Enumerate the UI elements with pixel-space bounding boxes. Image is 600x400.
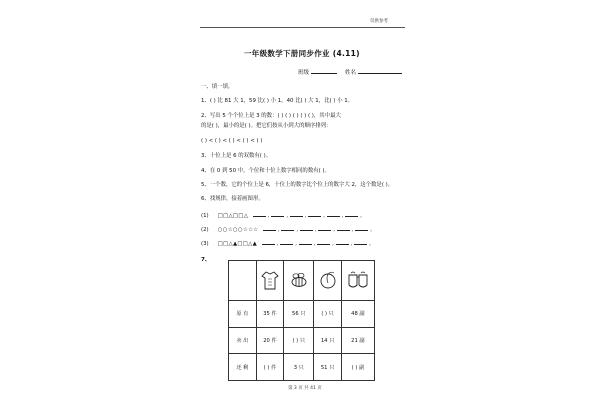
shirt-icon bbox=[261, 270, 279, 290]
answer-blank[interactable] bbox=[300, 225, 313, 231]
table-cell-blank[interactable]: ( ) 只 bbox=[284, 327, 314, 354]
question-5: 5、一个数，它的个位上是 6，十位上的数字比个位上的数字大 2，这个数是( )。 bbox=[201, 182, 394, 188]
pattern-row-1: (1) □□△□□△ , , , , , 。 bbox=[201, 213, 366, 219]
name-label bbox=[345, 68, 402, 76]
answer-blank[interactable] bbox=[336, 239, 349, 245]
answer-blank[interactable] bbox=[318, 225, 331, 231]
answer-blank[interactable] bbox=[308, 211, 321, 217]
answer-blank[interactable] bbox=[281, 225, 294, 231]
class-label-text: 班级 bbox=[298, 70, 310, 76]
row-label: 原 有 bbox=[229, 301, 257, 328]
pattern-row-2: (2) ○○☆○○☆☆☆ , , , , , 。 bbox=[201, 227, 376, 233]
page-footer: 第 3 页 共 41 页 bbox=[288, 386, 322, 391]
worksheet-title: 一年级数学下册同步作业 (4.11) bbox=[244, 49, 360, 58]
pattern-row-number: (2) bbox=[201, 227, 209, 233]
question-2-line2: 的是( )，最小的是( )。把它们按从小到大的顺序排列： bbox=[201, 123, 332, 129]
table-corner-cell bbox=[229, 261, 257, 301]
answer-blank[interactable] bbox=[317, 239, 330, 245]
pattern-row-number: (1) bbox=[201, 213, 209, 219]
question-6: 6、找规律，接着画图形。 bbox=[201, 196, 264, 202]
header-tag: 仅供参考 bbox=[370, 19, 388, 24]
peach-icon bbox=[319, 271, 337, 289]
table-icon-cell bbox=[284, 261, 314, 301]
pattern-shapes: □□△□□△ bbox=[217, 213, 249, 219]
table-row bbox=[229, 327, 375, 354]
class-label bbox=[298, 68, 337, 76]
answer-blank[interactable] bbox=[345, 211, 358, 217]
answer-blank[interactable] bbox=[290, 211, 303, 217]
table-cell: 3 只 bbox=[284, 354, 314, 381]
table-icon-cell bbox=[314, 261, 341, 301]
pattern-row-3: (3) □□△▲□□△▲ , , , , , 。 bbox=[201, 241, 375, 247]
pattern-shapes: □□△▲□□△▲ bbox=[217, 241, 258, 247]
row-label: 还 剩 bbox=[229, 354, 257, 381]
answer-blank[interactable] bbox=[253, 211, 266, 217]
answer-blank[interactable] bbox=[354, 239, 367, 245]
table-cell: 48 副 bbox=[341, 301, 374, 328]
goods-table bbox=[228, 260, 375, 381]
table-icon-cell bbox=[256, 261, 283, 301]
question-3: 3、十位上是 6 的双数有( )。 bbox=[201, 153, 272, 159]
question-2-line1: 2、写出 5 个个位上是 3 的数：( ) ( ) ( ) ( ) ( )，其中最大 bbox=[201, 113, 341, 119]
table-row bbox=[229, 354, 375, 381]
question-1: 1、( ) 比 81 大 1，59 比( ) 小 1，40 比( ) 大 1，比( ) 小 1。 bbox=[201, 98, 354, 104]
table-icon-row bbox=[229, 261, 375, 301]
table-cell: 51 只 bbox=[314, 354, 341, 381]
answer-blank[interactable] bbox=[280, 239, 293, 245]
table-cell: 56 只 bbox=[284, 301, 314, 328]
answer-blank[interactable] bbox=[263, 225, 276, 231]
table-icon-cell bbox=[341, 261, 374, 301]
question-4: 4、在 0 到 50 中，个位和十位上数字相同的数有( )。 bbox=[201, 168, 330, 174]
table-cell: 21 副 bbox=[341, 327, 374, 354]
question-7: 7、 bbox=[201, 257, 211, 263]
answer-blank[interactable] bbox=[262, 239, 275, 245]
answer-blank[interactable] bbox=[271, 211, 284, 217]
name-field[interactable] bbox=[358, 68, 402, 74]
answer-blank[interactable] bbox=[299, 239, 312, 245]
table-row bbox=[229, 301, 375, 328]
pattern-row-number: (3) bbox=[201, 241, 209, 247]
table-cell-blank[interactable]: ( ) 副 bbox=[341, 354, 374, 381]
table-cell: 20 件 bbox=[256, 327, 283, 354]
answer-blank[interactable] bbox=[337, 225, 350, 231]
bee-icon bbox=[289, 272, 309, 288]
row-label: 卖 出 bbox=[229, 327, 257, 354]
table-cell-blank[interactable]: ( ) 件 bbox=[256, 354, 283, 381]
table-cell: 14 只 bbox=[314, 327, 341, 354]
question-2-line3: ( ) < ( ) < ( ) < ( ) < ( ) bbox=[201, 138, 263, 144]
class-field[interactable] bbox=[311, 68, 337, 74]
answer-blank[interactable] bbox=[355, 225, 368, 231]
glasses-icon bbox=[347, 270, 369, 290]
section-title: 一、填一填。 bbox=[201, 84, 234, 90]
table-cell: 35 件 bbox=[256, 301, 283, 328]
top-rule bbox=[200, 27, 405, 28]
pattern-shapes: ○○☆○○☆☆☆ bbox=[217, 227, 259, 233]
answer-blank[interactable] bbox=[327, 211, 340, 217]
name-label-text: 姓名 bbox=[345, 70, 357, 76]
table-cell-blank[interactable]: ( ) 只 bbox=[314, 301, 341, 328]
